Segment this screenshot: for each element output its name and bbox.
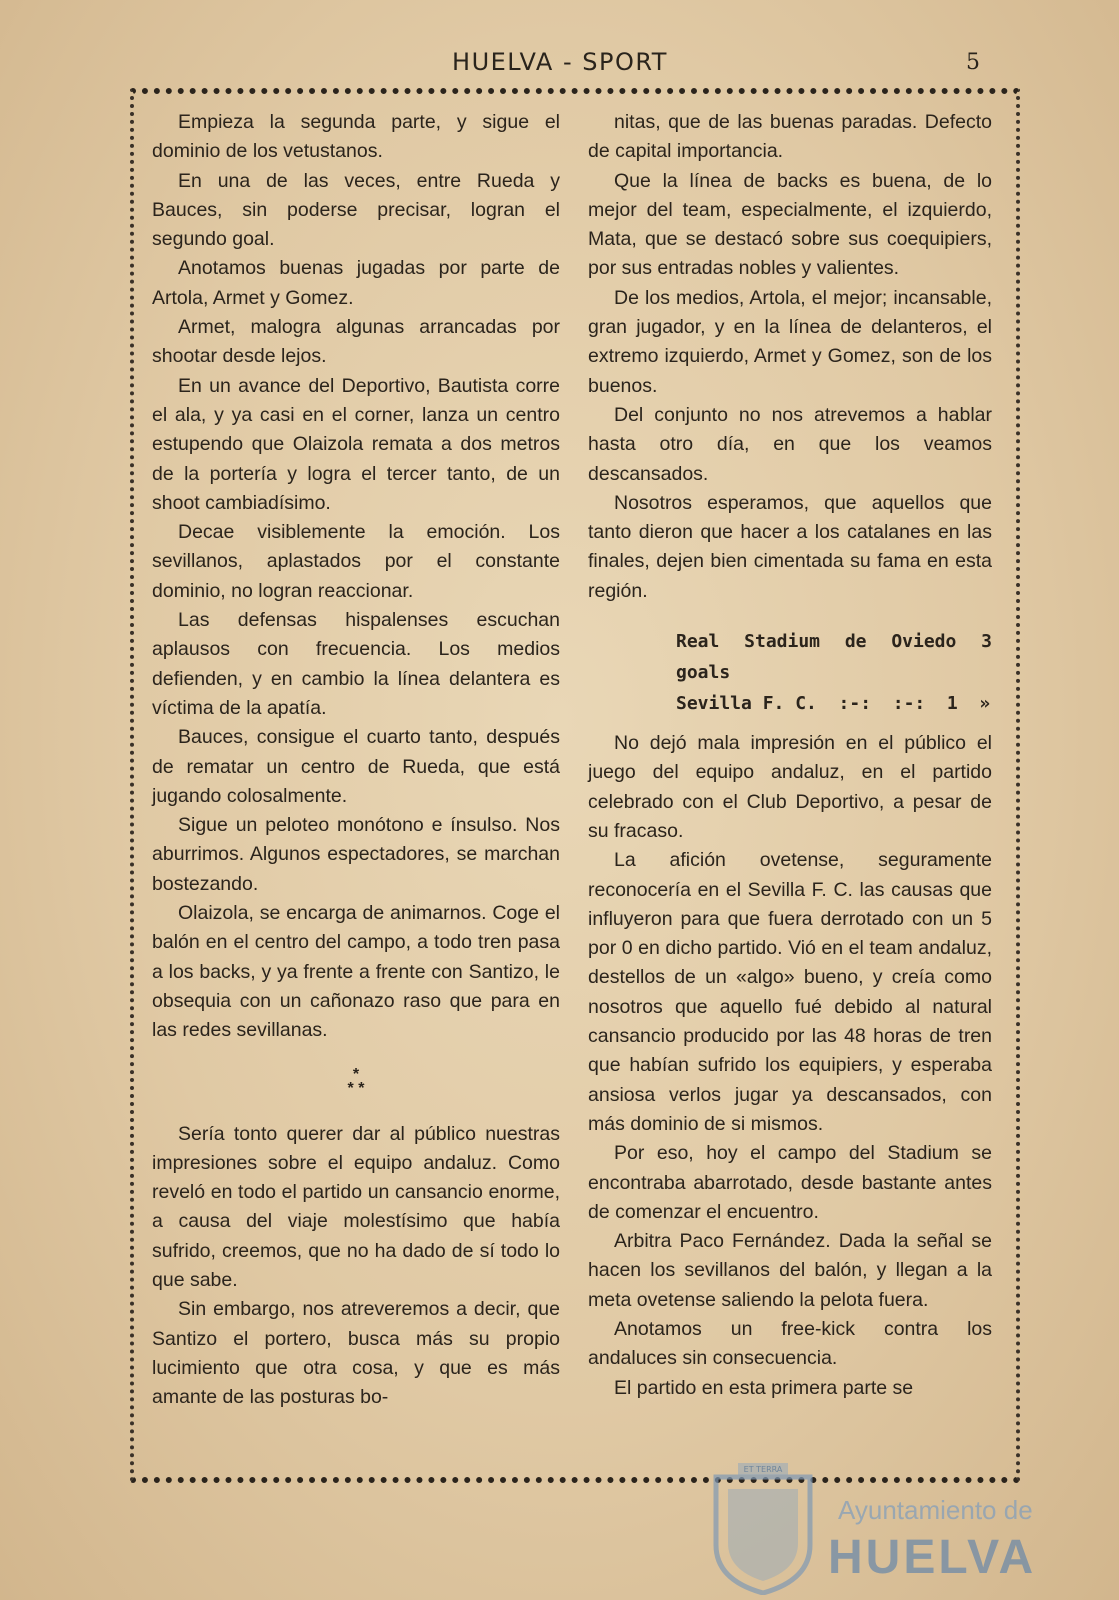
paragraph: Que la línea de backs es buena, de lo mejor del team, especialmente, el izquierdo, Mata, que se destacó sobre sus coequipiers, por sus entradas nobles y valientes. (588, 169, 992, 280)
paragraph: Decae visiblemente la emoción. Los sevillanos, aplastados por el constante dominio, no logran reaccionar. (152, 521, 560, 602)
paragraph: En un avance del Deportivo, Bautista corre el ala, y ya casi en el corner, lanza un centro estupendo que Olaizola remata a dos metros de la portería y logra el tercer tanto, de un shoot cambiadísimo. (152, 374, 560, 514)
paragraph: Empieza la segunda parte, y sigue el dominio de los vetustanos. (152, 111, 560, 163)
match-line-away: Sevilla F. C. :-: :-: 1 » (676, 693, 991, 715)
section-separator (152, 1065, 560, 1097)
separator-stars-bottom: * * (347, 1079, 365, 1097)
paragraph: La afición ovetense, seguramente reconocería en el Sevilla F. C. las causas que influyeron para que fuera derrotado con un 5 por 0 en dicho partido. Vió en el team andaluz, destellos de un «algo» bueno, y creía como nosotros que aquello fué debido al natural cansancio producido por las 48 horas de tren que habían sufrido los equipiers, y esperaba ansiosa verlos jugar ya descansados, con más dominio de si mismos. (588, 849, 992, 1135)
ayuntamiento-watermark (708, 1455, 1037, 1595)
seal-text: ET TERRA (743, 1465, 783, 1474)
paragraph: Sigue un peloteo monótono e ínsulso. Nos aburrimos. Algunos espectadores, se marchan bostezando. (152, 814, 560, 895)
paragraph: En una de las veces, entre Rueda y Bauces, sin poderse precisar, logran el segundo goal. (152, 169, 560, 251)
paragraph: De los medios, Artola, el mejor; incansable, gran jugador, y en la línea de delanteros, el extremo izquierdo, Armet y Gomez, son de los buenos. (588, 286, 992, 397)
left-column (152, 108, 560, 1412)
paragraph: Por eso, hoy el campo del Stadium se encontraba abarrotado, desde bastante antes de comenzar el encuentro. (588, 1142, 992, 1223)
paragraph: Anotamos un free-kick contra los andaluces sin consecuencia. (588, 1317, 992, 1370)
paragraph: Olaizola, se encarga de animarnos. Coge el balón en el centro del campo, a todo tren pasa a los backs, y ya frente a frente con Santizo, le obsequia con un cañonazo raso que para en las redes sevillanas. (152, 902, 560, 1042)
paragraph: nitas, que de las buenas paradas. Defecto de capital importancia. (588, 111, 992, 163)
paragraph: El partido en esta primera parte se (614, 1376, 914, 1399)
city-shield-icon (708, 1455, 818, 1595)
watermark-line2: HUELVA (828, 1531, 1037, 1584)
paragraph: Nosotros esperamos, que aquellos que tanto dieron que hacer a los catalanes en las finales, dejen bien cimentada su fama en esta región. (588, 491, 992, 602)
paragraph: Arbitra Paco Fernández. Dada la señal se hacen los sevillanos del balón, y llegan a la meta ovetense saliendo la pelota fuera. (588, 1230, 992, 1311)
paragraph: No dejó mala impresión en el público el juego del equipo andaluz, en el partido celebrado con el Club Deportivo, a pesar de su fracaso. (588, 732, 992, 842)
page-number: 5 (966, 50, 980, 75)
paragraph: Sería tonto querer dar al público nuestras impresiones sobre el equipo andaluz. Como reveló en todo el partido un cansancio enorme, a causa del viaje molestísimo que había sufrido, creemos, que no ha dado de sí todo lo que sabe. (152, 1122, 560, 1291)
watermark-line1: Ayuntamiento de (838, 1495, 1033, 1525)
page-header (0, 48, 1119, 78)
publication-title: HUELVA - SPORT (452, 48, 668, 76)
paragraph: Las defensas hispalenses escuchan aplausos con frecuencia. Los medios defienden, y en cambio la línea delantera es víctima de la apatía. (152, 609, 560, 719)
paragraph: Bauces, consigue el cuarto tanto, después de rematar un centro de Rueda, que está jugando colosalmente. (152, 726, 560, 807)
paragraph: Anotamos buenas jugadas por parte de Artola, Armet y Gomez. (152, 257, 560, 309)
paragraph: Del conjunto no nos atrevemos a hablar hasta otro día, en que los veamos descansados. (588, 403, 992, 485)
match-result (588, 626, 992, 719)
match-line-home: Real Stadium de Oviedo 3 goals (676, 631, 992, 684)
separator-star-top: * (352, 1065, 360, 1083)
paragraph: Sin embargo, nos atreveremos a decir, que Santizo el portero, busca más su propio lucimiento que otra cosa, y que es más amante de las posturas bo- (152, 1298, 560, 1409)
right-column (588, 108, 992, 1403)
paragraph: Armet, malogra algunas arrancadas por shootar desde lejos. (152, 316, 560, 368)
